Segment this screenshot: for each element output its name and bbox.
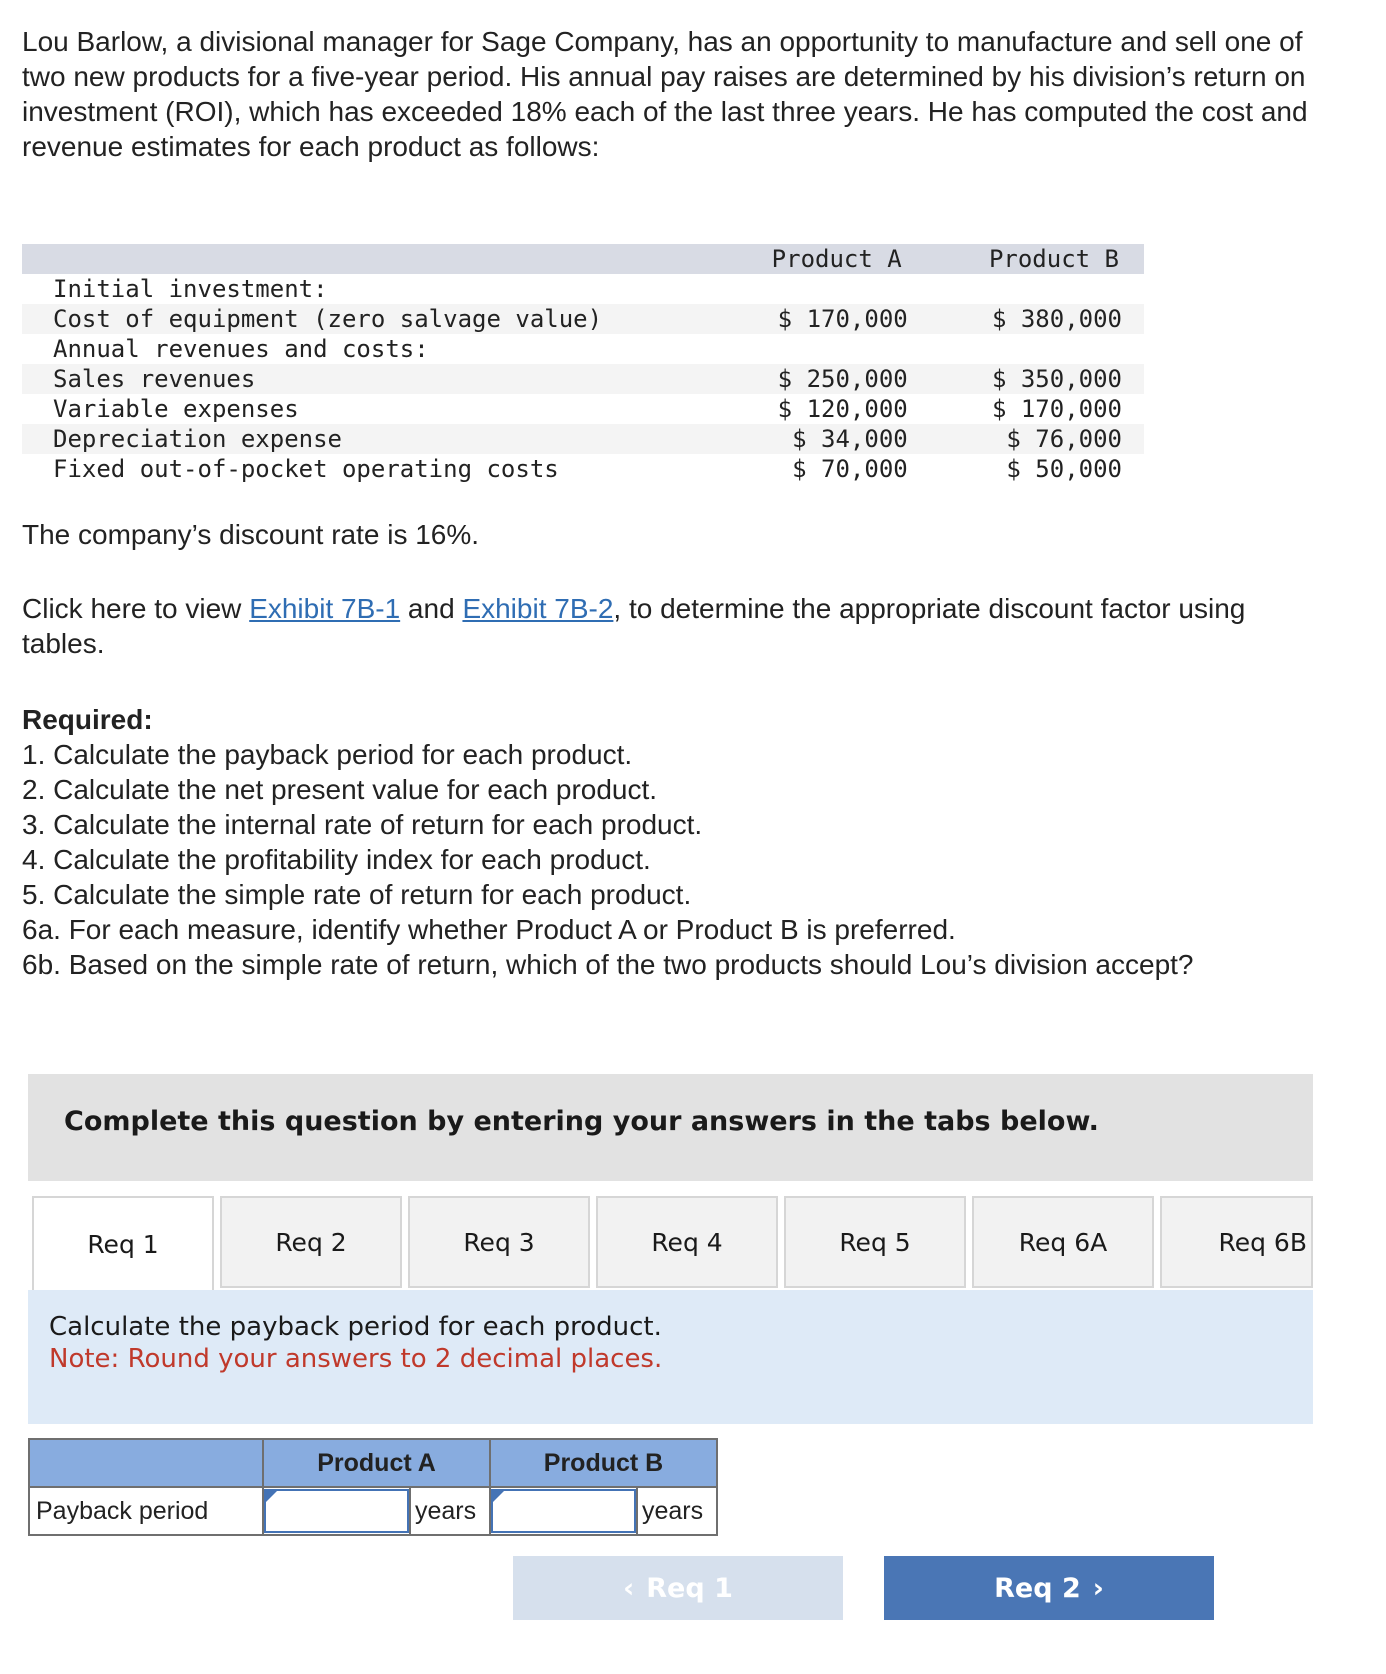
- required-section: [22, 702, 1312, 982]
- required-item: 6a. For each measure, identify whether Product A or Product B is preferred.: [22, 914, 956, 945]
- value-product-a: [709, 274, 930, 304]
- answer-header-blank: [29, 1439, 263, 1487]
- table-row: [22, 394, 1144, 424]
- value-product-b: $ 170,000: [991, 395, 1122, 423]
- required-item: 5. Calculate the simple rate of return for each product.: [22, 879, 692, 910]
- value-product-a: [709, 334, 930, 364]
- requirement-tabs: [32, 1196, 1313, 1290]
- chevron-left-icon: ‹: [623, 1572, 635, 1604]
- required-item: 1. Calculate the payback period for each product.: [22, 739, 633, 770]
- table-row: [22, 304, 1144, 334]
- unit-label: years: [410, 1487, 490, 1535]
- exhibit-prefix: Click here to view: [22, 593, 250, 624]
- tab-req-6a[interactable]: Req 6A: [972, 1196, 1154, 1288]
- prev-req-label: Req 1: [646, 1572, 733, 1604]
- answer-header-product-a: Product A: [263, 1439, 490, 1487]
- next-req-button[interactable]: [884, 1556, 1214, 1620]
- value-product-b: $ 50,000: [1006, 455, 1122, 483]
- discount-rate-text: The company’s discount rate is 16%.: [22, 519, 480, 550]
- row-label: Annual revenues and costs:: [53, 335, 429, 363]
- exhibit-suffix: , to determine the appropriate discount factor using tables.: [22, 593, 1246, 659]
- table-header-blank: [22, 244, 709, 274]
- product-b-input-cell: [490, 1487, 637, 1535]
- tab-req-5[interactable]: Req 5: [784, 1196, 966, 1288]
- value-product-a: $ 70,000: [792, 455, 908, 483]
- value-product-a: $ 120,000: [777, 395, 908, 423]
- value-product-a: $ 34,000: [709, 424, 930, 454]
- instructions-banner: [28, 1074, 1313, 1181]
- column-header-product-a: Product A: [709, 244, 930, 274]
- problem-intro: Lou Barlow, a divisional manager for Sage Company, has an opportunity to manufacture and sell one of two new products for a five-year period. His annual pay raises are determined by his division’s return on investment (ROI), which has exceeded 18% each of the last three years. He has computed the cost and revenue estimates for each product as follows:: [22, 26, 1308, 162]
- value-product-b: $ 380,000: [930, 304, 1144, 334]
- value-product-b: [930, 274, 1144, 304]
- tab-req-2[interactable]: Req 2: [220, 1196, 402, 1288]
- tab-req-4[interactable]: Req 4: [596, 1196, 778, 1288]
- answer-header-product-b: Product B: [490, 1439, 717, 1487]
- unit-label: years: [637, 1487, 717, 1535]
- answer-row-label: Payback period: [29, 1487, 263, 1535]
- requirement-panel: [28, 1290, 1313, 1424]
- answer-header-row: [29, 1439, 717, 1487]
- required-item: 2. Calculate the net present value for each product.: [22, 774, 658, 805]
- table-row: [22, 334, 1144, 364]
- value-product-b: $ 76,000: [930, 424, 1144, 454]
- table-header-row: [22, 244, 1144, 274]
- input-flag-icon: [266, 1490, 278, 1502]
- answer-row-payback: [29, 1487, 717, 1535]
- row-label: Fixed out-of-pocket operating costs: [53, 455, 559, 483]
- row-label: Initial investment:: [53, 275, 328, 303]
- exhibit-7b-2-link[interactable]: Exhibit 7B-2: [462, 593, 614, 624]
- row-label: Sales revenues: [22, 364, 709, 394]
- exhibit-7b-1-link[interactable]: Exhibit 7B-1: [249, 593, 401, 624]
- input-flag-icon: [493, 1490, 505, 1502]
- row-label: Cost of equipment (zero salvage value): [22, 304, 709, 334]
- banner-text: Complete this question by entering your answers in the tabs below.: [64, 1106, 1099, 1137]
- required-item: 4. Calculate the profitability index for each product.: [22, 844, 651, 875]
- payback-product-b-input[interactable]: [491, 1489, 636, 1533]
- product-a-input-cell: [263, 1487, 410, 1535]
- tab-req-1[interactable]: Req 1: [32, 1196, 214, 1290]
- value-product-a: $ 250,000: [709, 364, 930, 394]
- row-label: Depreciation expense: [22, 424, 709, 454]
- panel-instruction: Calculate the payback period for each product.: [49, 1312, 662, 1342]
- prev-req-button[interactable]: [513, 1556, 843, 1620]
- column-header-product-b: Product B: [930, 244, 1144, 274]
- required-title: Required:: [22, 704, 153, 735]
- value-product-a: $ 170,000: [709, 304, 930, 334]
- tab-req-6b[interactable]: Req 6B: [1160, 1196, 1313, 1288]
- next-req-label: Req 2: [994, 1572, 1081, 1604]
- value-product-b: $ 350,000: [930, 364, 1144, 394]
- panel-note: Note: Round your answers to 2 decimal places.: [49, 1344, 663, 1374]
- exhibit-paragraph: [22, 591, 1312, 661]
- exhibit-mid: and: [400, 593, 463, 624]
- value-product-b: [930, 334, 1144, 364]
- tab-req-3[interactable]: Req 3: [408, 1196, 590, 1288]
- table-row: [22, 424, 1144, 454]
- table-row: [22, 454, 1144, 484]
- table-row: [22, 274, 1144, 304]
- payback-answer-table: [28, 1438, 718, 1536]
- payback-product-a-input[interactable]: [264, 1489, 409, 1533]
- cost-revenue-table: [22, 244, 1144, 484]
- required-item: 6b. Based on the simple rate of return, which of the two products should Lou’s division accept?: [22, 949, 1194, 980]
- chevron-right-icon: ›: [1092, 1572, 1104, 1604]
- row-label: Variable expenses: [53, 395, 299, 423]
- table-row: [22, 364, 1144, 394]
- required-item: 3. Calculate the internal rate of return for each product.: [22, 809, 703, 840]
